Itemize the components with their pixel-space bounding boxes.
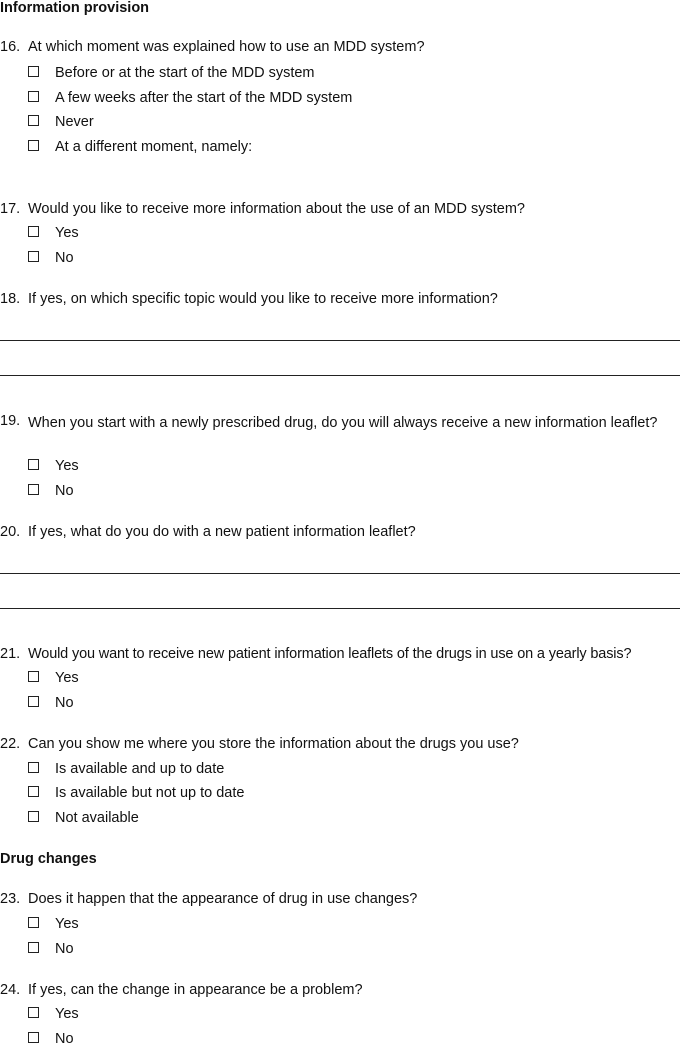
checkbox[interactable] (28, 91, 39, 102)
question-text: If yes, on which specific topic would you like to receive more information? (28, 291, 498, 307)
option-label: A few weeks after the start of the MDD system (55, 90, 353, 106)
checkbox[interactable] (28, 917, 39, 928)
checkbox[interactable] (28, 1007, 39, 1018)
question-number: 17. (0, 201, 21, 217)
section-heading-drug-changes: Drug changes (0, 851, 97, 867)
option-label: No (55, 695, 74, 711)
checkbox[interactable] (28, 140, 39, 151)
answer-line[interactable] (0, 375, 680, 376)
answer-line[interactable] (0, 340, 680, 341)
question-text: Would you like to receive more information about the use of an MDD system? (28, 201, 525, 217)
question-text: Can you show me where you store the information about the drugs you use? (28, 736, 519, 752)
option-label: Before or at the start of the MDD system (55, 65, 315, 81)
question-number: 19. (0, 413, 21, 429)
option-label: Yes (55, 458, 79, 474)
checkbox[interactable] (28, 786, 39, 797)
question-text: Would you want to receive new patient information leaflets of the drugs in use on a yearly basis? (28, 646, 632, 662)
question-number: 24. (0, 982, 21, 998)
checkbox[interactable] (28, 251, 39, 262)
question-text: If yes, what do you do with a new patient information leaflet? (28, 524, 416, 540)
option-label: At a different moment, namely: (55, 139, 253, 155)
option-label: No (55, 1031, 74, 1047)
option-label: Yes (55, 225, 79, 241)
checkbox[interactable] (28, 115, 39, 126)
option-label: No (55, 941, 74, 957)
option-label: Never (55, 114, 94, 130)
option-label: Yes (55, 670, 79, 686)
checkbox[interactable] (28, 484, 39, 495)
answer-line[interactable] (0, 573, 680, 574)
question-text: Does it happen that the appearance of drug in use changes? (28, 891, 418, 907)
option-label: No (55, 250, 74, 266)
option-label: Yes (55, 916, 79, 932)
answer-line[interactable] (0, 608, 680, 609)
checkbox[interactable] (28, 811, 39, 822)
option-label: Is available and up to date (55, 761, 225, 777)
question-number: 18. (0, 291, 21, 307)
checkbox[interactable] (28, 696, 39, 707)
question-text: When you start with a newly prescribed drug, do you will always receive a new information leaflet? (28, 415, 658, 431)
question-number: 22. (0, 736, 21, 752)
checkbox[interactable] (28, 942, 39, 953)
checkbox[interactable] (28, 66, 39, 77)
option-label: Is available but not up to date (55, 785, 245, 801)
checkbox[interactable] (28, 762, 39, 773)
question-number: 23. (0, 891, 21, 907)
section-heading-information-provision: Information provision (0, 0, 150, 16)
question-text: If yes, can the change in appearance be a problem? (28, 982, 363, 998)
question-number: 21. (0, 646, 21, 662)
option-label: No (55, 483, 74, 499)
checkbox[interactable] (28, 671, 39, 682)
checkbox[interactable] (28, 459, 39, 470)
option-label: Not available (55, 810, 139, 826)
option-label: Yes (55, 1006, 79, 1022)
checkbox[interactable] (28, 226, 39, 237)
checkbox[interactable] (28, 1032, 39, 1043)
question-text: At which moment was explained how to use an MDD system? (28, 39, 425, 55)
question-number: 16. (0, 39, 21, 55)
question-number: 20. (0, 524, 21, 540)
